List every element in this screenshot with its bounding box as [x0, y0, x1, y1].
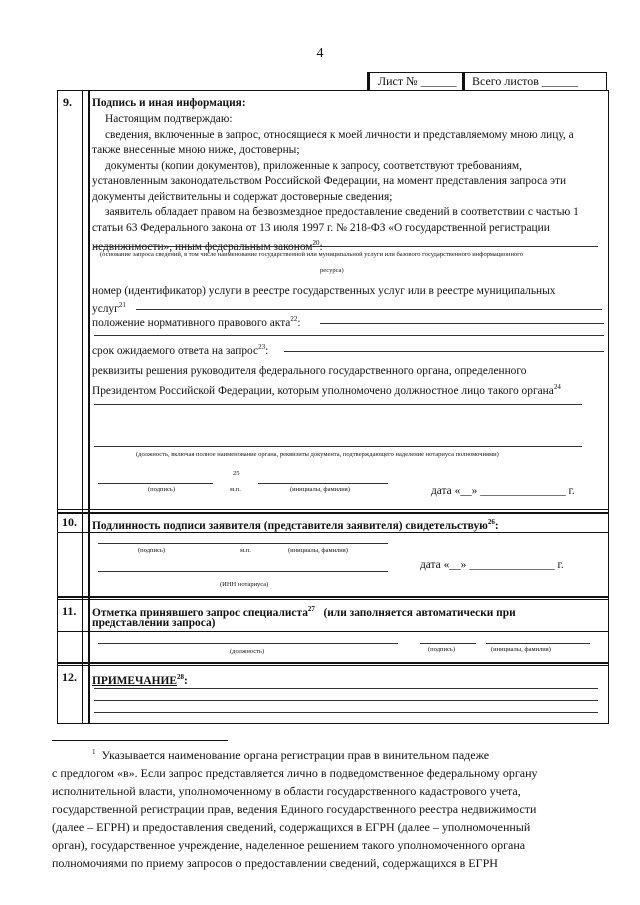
section-11-title-2: представлении запроса): [92, 617, 216, 629]
npa-field-2[interactable]: [94, 335, 604, 336]
basis-caption-2: ресурса): [320, 267, 344, 274]
section-12-number: 12.: [62, 670, 77, 684]
term-label: срок ожидаемого ответа на запрос$^{23}$:: [92, 343, 269, 357]
position-caption: (должность, включая полное наименование органа, реквизиты документа, подтверждающего наделение нотариуса полномочиями): [136, 451, 499, 458]
para3-line2: статьи 63 Федерального закона от 13 июля 1997 г. № 218-ФЗ «О государственной регистрации: [92, 222, 550, 234]
date-field[interactable]: дата «__» _______________ г.: [431, 485, 575, 497]
confirm-text: Настоящим подтверждаю:: [105, 113, 233, 125]
section-10-number: 10.: [62, 515, 77, 529]
para3-line1: заявитель обладает правом на безвозмездное предоставление сведений в соответствии с частью 1: [105, 206, 579, 218]
page-number: 4: [316, 46, 324, 61]
specialist-position-caption: (должность): [230, 648, 265, 655]
section-12-title: ПРИМЕЧАНИЕ$^{28}$:: [92, 673, 188, 687]
para2-line2: установленным законодательством Российской Федерации, на момент представления запроса эти: [92, 175, 567, 187]
section-11-number: 11.: [62, 604, 77, 618]
notary-name-caption: (инициалы, фамилия): [288, 547, 348, 554]
note-line-3[interactable]: [94, 712, 598, 713]
footnote: $^1$ Указывается наименование органа регистрации прав в винительном падеже с предлогом «в». Если запрос представляется лично в подведомственное федеральному органу исполнительной власти, уполномоченному в области государственного кадастрового учета, государственной регистрации прав, ведения Единого государственного реестра недвижимости (далее – ЕГРН) и предоставления сведений, содержащихся в ЕГРН (далее – уполномоченный орган), государственное учреждение, наделенное решением такого уполномоченного органа полномочиями по приему запросов о предоставлении сведений, содержащихся в ЕГРН: [52, 748, 538, 870]
form-table: [57, 90, 609, 724]
position-field[interactable]: [94, 446, 582, 447]
notary-inn-caption: (ИНН нотариуса): [220, 581, 269, 588]
section-9-title: Подпись и иная информация:: [92, 97, 246, 109]
basis-line[interactable]: [94, 246, 598, 247]
sheet-total-label: Всего листов ______: [472, 74, 578, 88]
signature-caption: (подпись): [148, 486, 175, 493]
npa-label: положение нормативного правового акта$^{22}$:: [92, 315, 301, 329]
term-field[interactable]: [284, 351, 604, 352]
specialist-position-field[interactable]: [98, 643, 398, 644]
notary-inn-field[interactable]: [98, 571, 388, 572]
notary-date-field[interactable]: дата «__» _______________ г.: [420, 559, 564, 571]
npa-field[interactable]: [320, 323, 604, 324]
specialist-name-caption: (инициалы, фамилия): [491, 646, 551, 653]
para2-line1: документы (копии документов), приложенные к запросу, соответствуют требованиям,: [105, 160, 522, 172]
footnote-separator: [52, 740, 228, 741]
section-11-title: Отметка принявшего запрос специалиста$^{27}$ (или заполняется автоматически при: [92, 605, 516, 619]
signature-field[interactable]: [98, 483, 213, 484]
name-caption: (инициалы, фамилия): [290, 486, 350, 493]
para2-line3: документы действительны и содержат достоверные сведения;: [92, 191, 393, 203]
sheet-counter-box: [367, 72, 607, 91]
decision-line1: реквизиты решения руководителя федерального государственного органа, определенного: [92, 365, 527, 377]
service-id-field[interactable]: [136, 309, 602, 310]
footnote-25-ref: 25: [233, 470, 240, 477]
basis-caption: (основание запроса сведений, в том числе наименование государственной или муниципальной услуги или базового государственного информационного: [100, 251, 523, 258]
para1-line2: также внесенные мною ниже, достоверны;: [92, 144, 300, 156]
note-line-2[interactable]: [94, 700, 598, 701]
notary-sign-field[interactable]: [98, 543, 388, 544]
service-id-line1: номер (идентификатор) услуги в реестре государственных услуг или в реестре муниципальных: [92, 285, 556, 297]
para3-line3: недвижимости», иным федеральным законом$^{20}$:: [92, 239, 323, 253]
decision-line2: Президентом Российской Федерации, которым уполномочено должностное лицо такого органа$^{24}$: [92, 383, 561, 397]
note-line-1[interactable]: [94, 688, 598, 689]
specialist-sign-caption: (подпись): [428, 646, 455, 653]
notary-stamp-caption: м.п.: [240, 547, 251, 554]
specialist-name-field[interactable]: [486, 643, 590, 644]
section-9-number: 9.: [63, 95, 72, 109]
notary-sign-caption: (подпись): [138, 547, 165, 554]
sheet-number-label: Лист № ______: [378, 74, 457, 88]
section-10-title: Подлинность подписи заявителя (представителя заявителя) свидетельствую$^{26}$:: [92, 518, 499, 532]
specialist-sign-field[interactable]: [420, 643, 476, 644]
service-id-line2: услуг$^{21}$: [92, 301, 126, 315]
para1-line1: сведения, включенные в запрос, относящиеся к моей личности и представляемому мною лицу, а: [105, 129, 574, 141]
name-field[interactable]: [258, 483, 388, 484]
decision-field[interactable]: [94, 404, 582, 405]
stamp-caption: м.п.: [230, 486, 241, 493]
